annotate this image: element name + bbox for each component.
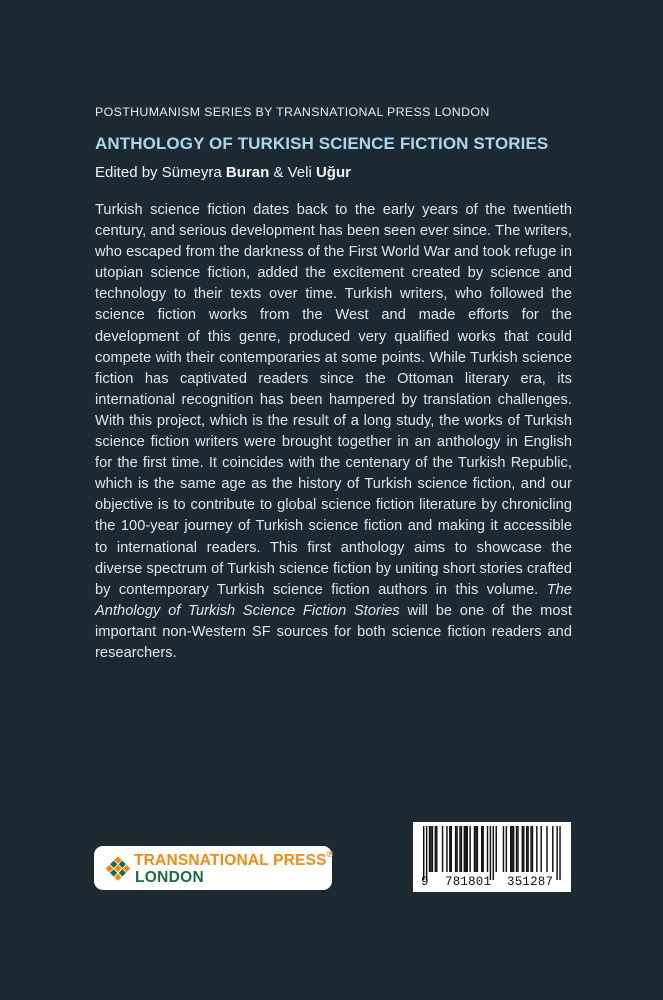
barcode-bar <box>469 826 470 872</box>
barcode-bar <box>459 826 460 872</box>
barcode-bar <box>526 826 527 872</box>
editors-joiner: & Veli <box>269 164 316 181</box>
barcode-bar <box>430 826 431 872</box>
barcode-bar <box>481 826 482 872</box>
barcode-bar <box>435 826 436 872</box>
blurb-text-end: will be one of the most important non-Western SF sources for both science fiction readers and researchers. <box>95 602 572 661</box>
barcode-bar <box>467 826 468 872</box>
book-title: ANTHOLOGY OF TURKISH SCIENCE FICTION STORIES <box>95 134 549 153</box>
barcode-bar <box>426 826 427 880</box>
barcode-bar <box>477 826 478 872</box>
isbn-group-left: 781801 <box>445 875 492 889</box>
isbn-group-right: 351287 <box>507 875 554 889</box>
barcode-bar <box>556 826 557 880</box>
logo-press-name: TRANSNATIONAL PRESS <box>134 852 327 869</box>
barcode-bar <box>536 826 537 872</box>
barcode-bar <box>503 826 504 872</box>
barcode-bar <box>559 826 560 880</box>
barcode-bar <box>474 826 475 872</box>
barcode-bar <box>446 826 447 872</box>
barcode-bar <box>493 826 494 880</box>
diamond-grid-logo-icon <box>104 854 132 884</box>
barcode-bar <box>432 826 433 872</box>
barcode-bar <box>530 826 531 872</box>
barcode-bar <box>523 826 524 872</box>
barcode-bar <box>436 826 437 872</box>
editor1-surname: Buran <box>225 164 270 181</box>
barcode-bar <box>510 826 511 872</box>
barcode-bar <box>496 826 497 872</box>
editors-line <box>95 164 615 181</box>
registered-mark: ® <box>326 849 334 859</box>
barcode-bar <box>451 826 452 872</box>
barcode-bar <box>540 826 541 872</box>
barcode-bar <box>532 826 533 872</box>
barcode-bar <box>527 826 528 872</box>
barcode-bar <box>429 826 430 872</box>
barcode-bar <box>464 826 465 872</box>
series-line: POSTHUMANISM SERIES BY TRANSNATIONAL PRESS LONDON <box>95 105 490 119</box>
barcode-bar <box>517 826 518 872</box>
barcode-bar <box>442 826 443 872</box>
blurb-italic-title: The Anthology of Turkish Science Fiction Stories <box>95 581 572 619</box>
barcode-bar <box>513 826 514 872</box>
barcode-bar <box>506 826 507 872</box>
barcode-bar <box>475 826 476 872</box>
isbn-barcode <box>413 822 571 892</box>
barcode-bar <box>516 826 517 872</box>
barcode-bar <box>490 826 491 880</box>
barcode-bar <box>461 826 462 872</box>
barcode-bar <box>511 826 512 872</box>
publisher-logo <box>94 846 332 890</box>
barcode-bar <box>487 826 488 872</box>
isbn-first-digit: 9 <box>421 875 429 889</box>
barcode-bar <box>482 826 483 872</box>
barcode-bar <box>522 826 523 872</box>
barcode-bar <box>455 826 456 872</box>
barcode-bar <box>552 826 553 872</box>
editors-prefix: Edited by Sümeyra <box>95 164 226 181</box>
blurb-text-main: Turkish science fiction dates back to the early years of the twentieth century, and serious development has been seen ever since. The writers, who escaped from the darkness of the First World War and took refuge in utopian science fiction, added the excitement created by science and technology to their texts over time. Turkish writers, who followed the science fiction works from the West and made efforts for the development of this genre, produced very qualified works that could compete with their contemporaries at some points. While Turkish science fiction has captivated readers since the Ottoman literary era, its international recognition has been hampered by translation challenges. With this project, which is the result of a long study, the works of Turkish science fiction writers were brought together in an anthology in English for the first time. It coincides with the centenary of the Turkish Republic, which is the same age as the history of Turkish science fiction, and our objective is to contribute to global science fiction literature by chronicling the 100-year journey of Turkish science fiction and making it accessible to international readers. This first anthology aims to showcase the diverse spectrum of Turkish science fiction by uniting short stories crafted by contemporary Turkish science fiction authors in this volume. <box>95 202 572 598</box>
blurb-text <box>95 200 572 664</box>
barcode-bar <box>465 826 466 872</box>
barcode-bar <box>423 826 424 880</box>
barcode-bar <box>456 826 457 872</box>
logo-line1 <box>134 849 334 870</box>
logo-line2: LONDON <box>135 869 204 886</box>
barcode-bar <box>449 826 450 872</box>
editor2-surname: Uğur <box>315 164 351 181</box>
barcode-bar <box>546 826 547 872</box>
